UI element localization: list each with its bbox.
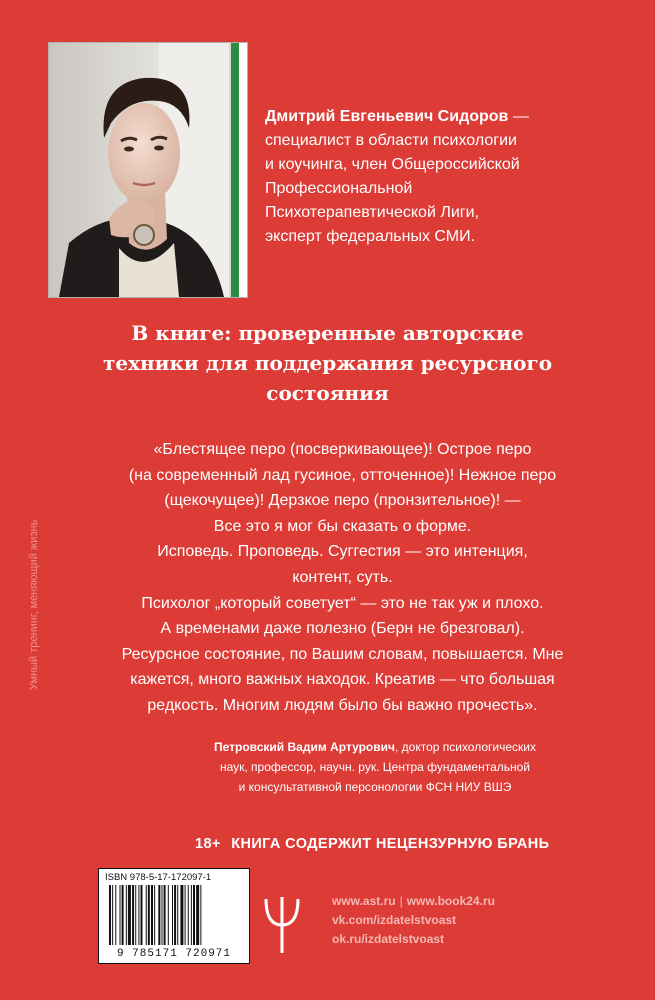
reviewer-title: наук, профессор, научн. рук. Центра фундаментальной [219, 760, 531, 774]
quote-line: «Блестящее перо (посверкивающее)! Острое перо [153, 441, 532, 458]
review-quote [80, 437, 605, 719]
headline-line: техники для поддержания ресурсного [102, 351, 553, 375]
quote-line: кажется, много важных находок. Креатив — что большая [130, 671, 555, 689]
quote-line: контент, суть. [292, 568, 393, 586]
link-vk[interactable]: vk.com/izdatelstvoast [332, 913, 457, 927]
quote-line: Психолог „который советует“ — это не так уж и плохо. [141, 594, 544, 612]
quote-line: А временами даже полезно (Берн не брезговал). [160, 620, 525, 638]
link-ok[interactable]: ok.ru/izdatelstvoast [332, 932, 445, 946]
link-book24[interactable]: www.book24.ru [406, 894, 495, 908]
quote-line: (щекочущее)! Дерзкое перо (пронзительное)! — [164, 492, 521, 510]
isbn-barcode [98, 868, 250, 964]
headline-line: В книге: проверенные авторские [131, 321, 524, 345]
book-headline [40, 318, 615, 408]
isbn-label: ISBN 978-5-17-172097-1 [105, 872, 212, 883]
bio-line: Психотерапевтической Лиги, [265, 204, 479, 221]
content-warning [195, 836, 595, 852]
bio-line: — [508, 108, 529, 125]
author-photo [48, 42, 248, 298]
link-ast[interactable]: www.ast.ru [332, 894, 396, 908]
quote-line: (на современный лад гусиное, отточенное)! Нежное перо [128, 466, 557, 484]
psi-logo-icon [262, 895, 302, 960]
bio-line: и коучинга, член Общероссийской [265, 156, 520, 173]
author-name: Дмитрий Евгеньевич Сидоров [265, 108, 509, 125]
quote-attribution [160, 737, 590, 797]
reviewer-name: Петровский Вадим Артурович [213, 740, 395, 754]
headline-line: состояния [266, 381, 389, 405]
age-rating: 18+ [195, 836, 221, 852]
quote-line: редкость. Многим людям было бы важно прочесть». [147, 696, 538, 714]
series-vertical-text: Умный тренинг, меняющий жизнь [28, 519, 40, 690]
reviewer-title: , доктор психологических [394, 740, 536, 754]
reviewer-title: и консультативной персонологии ФСН НИУ ВШЭ [238, 780, 512, 794]
bio-line: эксперт федеральных СМИ. [265, 228, 476, 245]
link-separator: | [399, 894, 403, 908]
publisher-links [332, 892, 612, 949]
warning-text: КНИГА СОДЕРЖИТ НЕЦЕНЗУРНУЮ БРАНЬ [231, 836, 550, 852]
isbn-digits: 9 785171 720971 [116, 948, 232, 960]
bio-line: специалист в области психологии [265, 132, 517, 149]
quote-line: Исповедь. Проповедь. Суггестия — это интенция, [157, 543, 528, 561]
quote-line: Ресурсное состояние, по Вашим словам, повышается. Мне [121, 645, 564, 663]
author-bio [265, 105, 605, 249]
bio-line: Профессиональной [265, 180, 413, 197]
quote-line: Все это я мог бы сказать о форме. [213, 517, 472, 535]
barcode-bars [109, 885, 239, 945]
